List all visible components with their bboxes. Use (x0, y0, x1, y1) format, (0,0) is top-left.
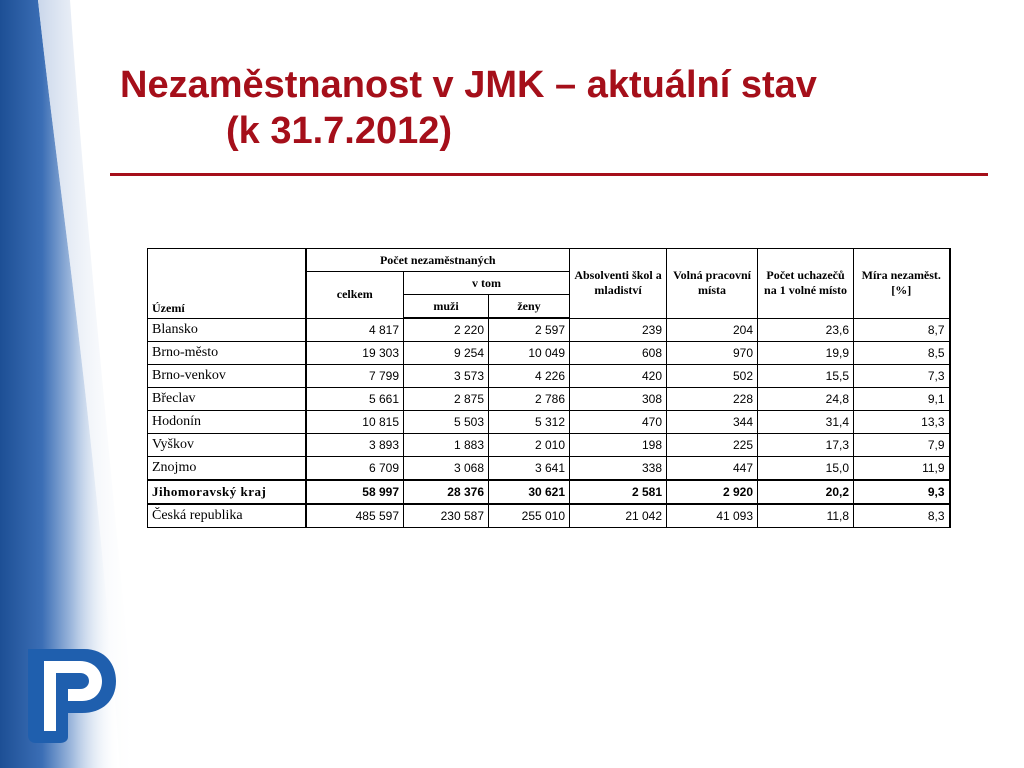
cell-rate: 8,7 (854, 318, 950, 342)
title-line-1: Nezaměstnanost v JMK – aktuální stav (120, 64, 817, 106)
title-underline (110, 173, 988, 176)
cell-per-vacancy: 20,2 (758, 480, 854, 504)
header-region: Území (148, 249, 306, 319)
cell-rate: 7,3 (854, 365, 950, 388)
cell-region: Brno-venkov (148, 365, 306, 388)
cell-women: 30 621 (489, 480, 570, 504)
cell-rate: 11,9 (854, 457, 950, 481)
cell-region: Břeclav (148, 388, 306, 411)
cell-graduates: 308 (570, 388, 667, 411)
cell-total: 58 997 (306, 480, 404, 504)
cell-vacancies: 225 (667, 434, 758, 457)
cell-vacancies: 344 (667, 411, 758, 434)
cell-vacancies: 970 (667, 342, 758, 365)
header-unemployed-group: Počet nezaměstnaných (306, 249, 570, 272)
cell-rate: 7,9 (854, 434, 950, 457)
cell-region: Česká republika (148, 504, 306, 528)
cell-total: 7 799 (306, 365, 404, 388)
cell-total: 4 817 (306, 318, 404, 342)
cell-vacancies: 204 (667, 318, 758, 342)
cell-graduates: 21 042 (570, 504, 667, 528)
cell-per-vacancy: 31,4 (758, 411, 854, 434)
header-applicants-per-vacancy: Počet uchazečů na 1 volné místo (758, 249, 854, 319)
cell-women: 10 049 (489, 342, 570, 365)
cell-men: 28 376 (404, 480, 489, 504)
cell-region: Hodonín (148, 411, 306, 434)
unemployment-table (147, 248, 951, 528)
cell-vacancies: 2 920 (667, 480, 758, 504)
cell-rate: 9,3 (854, 480, 950, 504)
cell-women: 2 010 (489, 434, 570, 457)
cell-per-vacancy: 11,8 (758, 504, 854, 528)
cell-per-vacancy: 17,3 (758, 434, 854, 457)
table-row (148, 365, 950, 388)
cell-graduates: 338 (570, 457, 667, 481)
cell-vacancies: 228 (667, 388, 758, 411)
cell-rate: 13,3 (854, 411, 950, 434)
cell-per-vacancy: 15,0 (758, 457, 854, 481)
cell-men: 2 875 (404, 388, 489, 411)
table-row (148, 411, 950, 434)
cell-region: Brno-město (148, 342, 306, 365)
cell-total: 3 893 (306, 434, 404, 457)
cell-women: 255 010 (489, 504, 570, 528)
cell-men: 9 254 (404, 342, 489, 365)
cell-region: Vyškov (148, 434, 306, 457)
cell-men: 5 503 (404, 411, 489, 434)
cell-rate: 8,3 (854, 504, 950, 528)
cell-vacancies: 447 (667, 457, 758, 481)
header-women: ženy (489, 295, 570, 319)
cell-vacancies: 41 093 (667, 504, 758, 528)
cell-men: 230 587 (404, 504, 489, 528)
header-of-which: v tom (404, 272, 570, 295)
table-row (148, 388, 950, 411)
logo-icon (24, 645, 118, 745)
cell-per-vacancy: 24,8 (758, 388, 854, 411)
slide-title (120, 62, 1000, 154)
cell-rate: 8,5 (854, 342, 950, 365)
cell-per-vacancy: 23,6 (758, 318, 854, 342)
cell-women: 3 641 (489, 457, 570, 481)
cell-graduates: 420 (570, 365, 667, 388)
cell-graduates: 239 (570, 318, 667, 342)
cell-total: 10 815 (306, 411, 404, 434)
cell-total: 5 661 (306, 388, 404, 411)
header-graduates: Absolventi škol a mladiství (570, 249, 667, 319)
cell-region: Znojmo (148, 457, 306, 481)
cell-men: 3 573 (404, 365, 489, 388)
cell-women: 2 597 (489, 318, 570, 342)
cell-men: 1 883 (404, 434, 489, 457)
table-row (148, 434, 950, 457)
cell-women: 4 226 (489, 365, 570, 388)
cell-region: Blansko (148, 318, 306, 342)
header-vacancies: Volná pracovní místa (667, 249, 758, 319)
cell-per-vacancy: 15,5 (758, 365, 854, 388)
header-rate: Míra nezaměst. [%] (854, 249, 950, 319)
cell-graduates: 198 (570, 434, 667, 457)
cell-graduates: 608 (570, 342, 667, 365)
cell-region: Jihomoravský kraj (148, 480, 306, 504)
cell-per-vacancy: 19,9 (758, 342, 854, 365)
cell-graduates: 470 (570, 411, 667, 434)
cell-men: 3 068 (404, 457, 489, 481)
cell-graduates: 2 581 (570, 480, 667, 504)
table-row (148, 457, 950, 481)
cell-vacancies: 502 (667, 365, 758, 388)
table-row (148, 318, 950, 342)
cell-total: 6 709 (306, 457, 404, 481)
cell-men: 2 220 (404, 318, 489, 342)
cell-women: 5 312 (489, 411, 570, 434)
header-total: celkem (306, 272, 404, 319)
title-line-2: (k 31.7.2012) (226, 110, 453, 152)
table-row (148, 342, 950, 365)
country-row (148, 504, 950, 528)
cell-rate: 9,1 (854, 388, 950, 411)
header-men: muži (404, 295, 489, 319)
cell-women: 2 786 (489, 388, 570, 411)
total-row (148, 480, 950, 504)
cell-total: 485 597 (306, 504, 404, 528)
cell-total: 19 303 (306, 342, 404, 365)
